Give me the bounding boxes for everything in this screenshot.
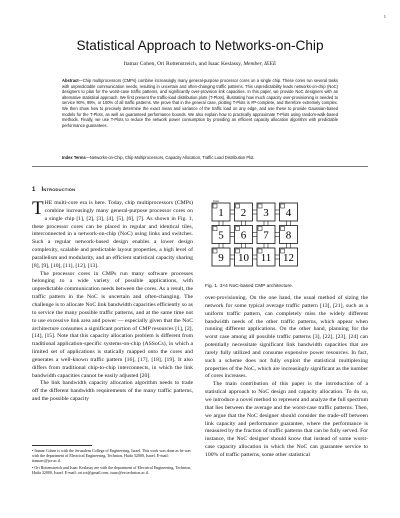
header-rule: [32, 166, 368, 167]
noc-tile-label: 12: [283, 251, 294, 264]
noc-tile-label: 10: [238, 251, 249, 264]
noc-router: [281, 204, 285, 208]
right-paragraph-2: The main contribution of this paper is the introduction of a statistical approach to NoC design and capacity allocation. To do so, we introduce a novel method to represent and analyze the full spectrum that lies between the average and the worst-case traffic patterns. Then, we argue that the NoC designer should consider the trade-off between link capacity and performance guarantee, where the performance is measured by the fraction of traffic patterns that can be fully served. For instance, the NoC designer should know that instead of some worst-case capacity allocation in which the NoC can guarantee service to 100% of traffic patterns, some other statistical: [205, 381, 368, 458]
figure-caption-label: Fig. 1.: [205, 284, 219, 289]
noc-router: [213, 227, 217, 231]
intro-paragraph-3: The link bandwidth capacity allocation algorithm needs to trade off the different bandwidth requirements of the many traffic patterns, and the possible capacity: [32, 380, 193, 403]
footnote-rule: [32, 445, 92, 446]
author-names: Itamar Cohen, Ori Rottenstreich, and Isaac Keslassy,: [123, 61, 244, 67]
index-terms: [62, 155, 338, 160]
noc-tile-label: 9: [218, 251, 224, 264]
right-column: [205, 295, 368, 460]
first-words: HE: [44, 200, 53, 206]
abstract-text: —Chip multiprocessors (CMPs) combine increasingly many general-purpose processor cores on a single chip. These cores run several tasks with unpredictable communication needs, resulting in uncertain and often-changing traffic patterns. This unpredictability leads networks-on-chip (NoC) designers to plan for the worst-case traffic patterns, and significantly over-provision link capacities. In this paper, we provide NoC designers with an alternative statistical approach. We first present the traffic-load distribution plots (T-Plots), illustrating how much capacity over-provisioning is needed to service 90%, 99%, or 100% of all traffic patterns. We prove that in the general case, plotting T-Plots is #P-complete, and therefore extremely complex. We then show how to precisely determine the exact mean and variance of the traffic load on any edge, and use these to provide Gaussian-based models for the T-Plots, as well as guaranteed performance bounds. We also explain how to practically approximate T-Plots using random-walk-based methods. Finally, we use T-Plots to reduce the network power consumption by providing an efficient capacity allocation algorithm with predictable performance guarantees.: [62, 78, 338, 128]
left-column: [32, 200, 193, 404]
figure-caption-text: 3×4 NoC-based CMP architecture.: [219, 284, 294, 289]
section-heading: [32, 187, 75, 193]
core-label: Core: [213, 198, 220, 203]
noc-router: [236, 227, 240, 231]
noc-router: [281, 227, 285, 231]
noc-tile-label: 6: [240, 229, 247, 242]
noc-tile-label: 2: [240, 206, 247, 219]
intro-paragraph-1: [32, 200, 193, 271]
index-terms-text: —Networks-on-Chip, Chip Multiprocessors, Capacity Allocation, Traffic Load Distribution Plot.: [85, 155, 255, 160]
abstract-label: Abstract: [62, 78, 79, 83]
noc-figure: [209, 198, 304, 279]
page-number: 1: [383, 14, 386, 19]
noc-router: [258, 204, 262, 208]
section-number: 1: [32, 187, 36, 193]
right-paragraph-1: over-provisioning. On the one hand, the usual method of sizing the network for some typical average traffic pattern [13], [21], such as a uniform traffic pattern, can completely miss the widely different bandwidth needs of the other traffic patterns, which appear when running different applications. On the other hand, planning for the worst case among all possible traffic patterns [3], [22], [23], [24] can potentially necessitate significant link bandwidth capacities that are rarely fully utilized and consume expensive power resources. In fact, such a scheme does not fully exploit the statistical multiplexing properties of the NoC, which are increasingly significant as the number of cores increases.: [205, 295, 368, 380]
author-membership: Member, IEEE: [243, 61, 277, 67]
noc-tile-label: 3: [263, 206, 269, 219]
noc-router: [213, 204, 217, 208]
footnotes: [32, 448, 193, 477]
intro-paragraph-2: The processor cores in CMPs run many software processes belonging to a wide variety of possible applications, with unpredictable communication needs between the cores. As a result, the traffic pattern in the NoC is uncertain and often-changing. The challenge is to allocate NoC link bandwidth capacities efficiently so as to service the many possible traffic patterns, and at the same time not to use excessive link area and power — especially given that the NoC architecture consumes a significant portion of CMP resources [1], [2], [14], [15]. Note that this capacity allocation problem is different from traditional application-specific systems-on-chip (ASSoCs), in which a limited set of applications is statically mapped onto the cores and generates a well-known traffic pattern [16], [17], [18], [19]. It also differs from traditional chip-to-chip interconnects, in which the link bandwidth capacities cannot be easily adjusted [20].: [32, 270, 193, 379]
footnote-1: • Itamar Cohen is with the Jerusalem College of Engineering, Israel. This work was done as he was with the department of Electrical Engineering, Technion, Haifa 32000, Israel. E-mail: itamarc@jce.ac.il.: [32, 448, 191, 464]
authors: [0, 61, 400, 67]
footnote-2: • Ori Rottenstreich and Isaac Keslassy are with the department of Electrical Engineering, Technion, Haifa 32000, Israel. E-mail: ori.rot@gmail.com, isaac@ee.technion.ac.il.: [32, 465, 192, 476]
figure-caption: [205, 284, 293, 289]
index-terms-label: Index Terms: [62, 155, 86, 160]
paper-title: Statistical Approach to Networks-on-Chip: [76, 38, 324, 53]
noc-diagram: [209, 198, 304, 279]
noc-tile-label: 5: [218, 229, 224, 242]
noc-router: [258, 227, 262, 231]
noc-tile-label: 7: [263, 229, 269, 242]
abstract: [62, 78, 338, 128]
noc-tile-label: 11: [260, 251, 272, 264]
section-title: Introduction: [41, 187, 76, 193]
noc-tile-label: 8: [285, 229, 292, 242]
noc-tile-label: 1: [218, 206, 224, 219]
noc-router: [236, 204, 240, 208]
intro-paragraph-1-text: multi-core era is here. Today, chip multiprocessors (CMPs) combine increasingly many general-purpose processor cores on a single chip [1], [2], [3], [4], [5], [6], [7]. As shown in Fig. 1, these processor cores can be placed in regular and identical tiles, interconnected in a network-on-chip (NoC) using links and switches. Such a regular network-based design enables a lower design complexity, scalable and predictable layout properties, a high level of parallelism and modularity, and an efficient statistical capacity sharing [8], [9], [10], [11], [12], [13].: [32, 200, 193, 269]
drop-cap: T: [32, 198, 44, 219]
noc-tile-label: 4: [285, 206, 292, 219]
noc-router: [213, 249, 217, 253]
